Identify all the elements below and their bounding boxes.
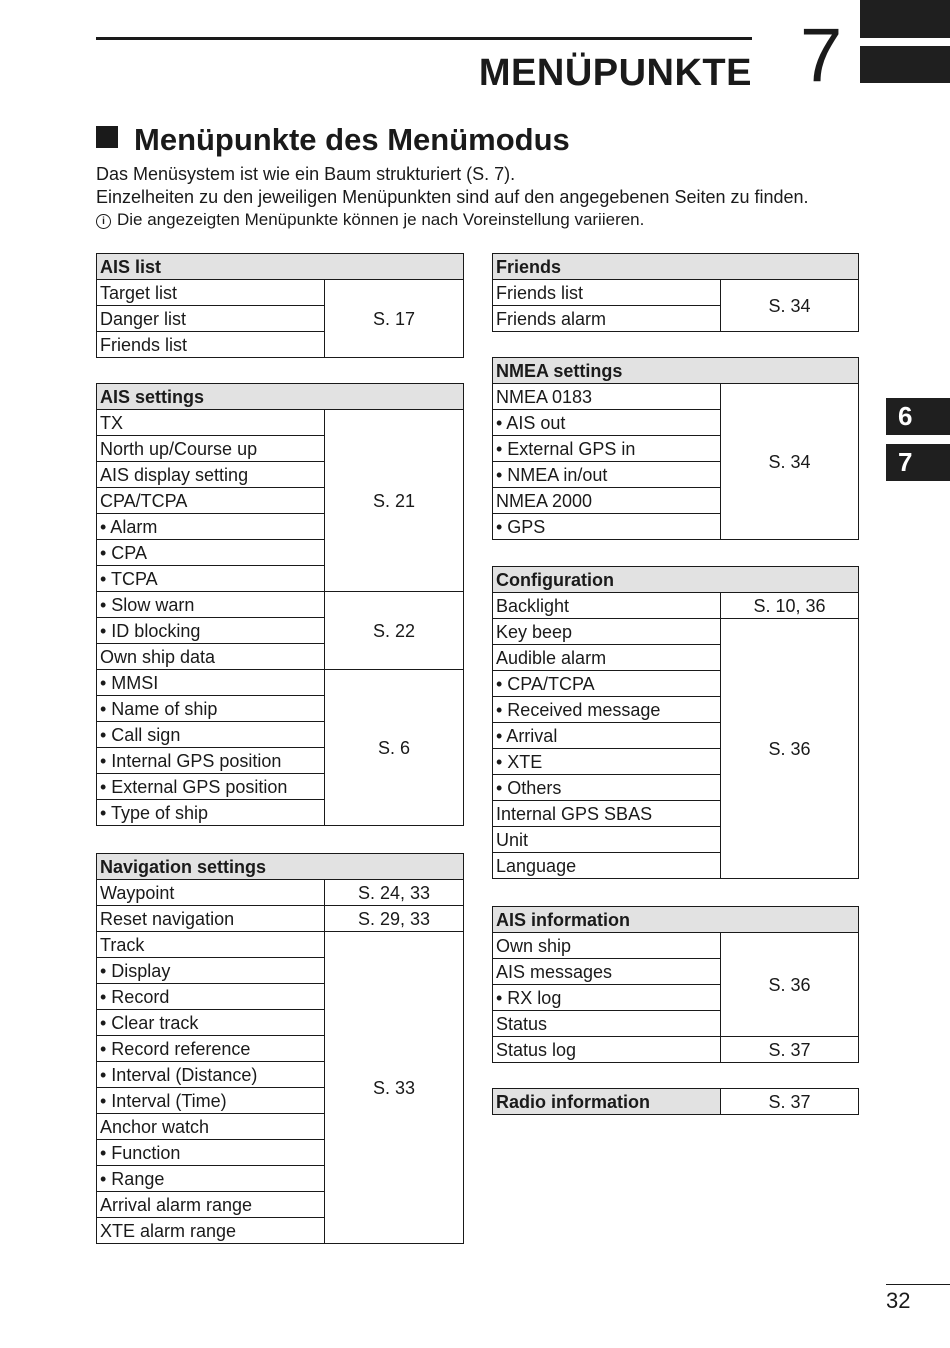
page-reference: S. 6: [325, 670, 464, 826]
menu-item: • GPS: [493, 514, 721, 540]
menu-item: Danger list: [97, 306, 325, 332]
square-bullet-icon: [96, 126, 118, 148]
menu-item: Backlight: [493, 593, 721, 619]
menu-item: Arrival alarm range: [97, 1192, 325, 1218]
menu-item: • Function: [97, 1140, 325, 1166]
menu-item: AIS messages: [493, 959, 721, 985]
section-title: [96, 122, 570, 158]
table-title: Radio information: [493, 1089, 721, 1115]
menu-item: • Record reference: [97, 1036, 325, 1062]
table-title: Navigation settings: [97, 854, 464, 880]
menu-item: Status: [493, 1011, 721, 1037]
menu-item: Internal GPS SBAS: [493, 801, 721, 827]
table-row: [97, 410, 464, 436]
menu-item: Friends list: [493, 280, 721, 306]
note-text: Die angezeigten Menüpunkte können je nach Voreinstellung variieren.: [117, 210, 645, 229]
table-header-row: [493, 358, 859, 384]
table-row: [493, 384, 859, 410]
configuration-table: [492, 566, 859, 879]
menu-item: AIS display setting: [97, 462, 325, 488]
table-header-row: [493, 1089, 859, 1115]
menu-item: • Interval (Distance): [97, 1062, 325, 1088]
table-row: [97, 932, 464, 958]
menu-item: Own ship data: [97, 644, 325, 670]
ais-settings-table: [96, 383, 464, 826]
table-title: AIS settings: [97, 384, 464, 410]
table-row: [493, 619, 859, 645]
header-block-top: [860, 0, 950, 38]
menu-item: Own ship: [493, 933, 721, 959]
page-reference: S. 33: [325, 932, 464, 1244]
menu-item: TX: [97, 410, 325, 436]
menu-item: • MMSI: [97, 670, 325, 696]
table-row: [493, 1037, 859, 1063]
menu-item: Reset navigation: [97, 906, 325, 932]
note-line: [96, 210, 644, 230]
table-header-row: [97, 854, 464, 880]
menu-item: • Received message: [493, 697, 721, 723]
menu-item: Status log: [493, 1037, 721, 1063]
menu-item: • Internal GPS position: [97, 748, 325, 774]
menu-item: • RX log: [493, 985, 721, 1011]
menu-item: Track: [97, 932, 325, 958]
menu-item: Anchor watch: [97, 1114, 325, 1140]
menu-item: Friends list: [97, 332, 325, 358]
menu-item: • XTE: [493, 749, 721, 775]
page-reference: S. 34: [721, 280, 859, 332]
menu-item: • External GPS position: [97, 774, 325, 800]
table-row: [97, 670, 464, 696]
menu-item: • Name of ship: [97, 696, 325, 722]
info-icon: i: [96, 214, 111, 229]
menu-item: NMEA 2000: [493, 488, 721, 514]
page-reference: S. 37: [721, 1089, 859, 1115]
chapter-tab-6[interactable]: 6: [886, 398, 950, 435]
table-row: [97, 592, 464, 618]
menu-item: Target list: [97, 280, 325, 306]
menu-item: Friends alarm: [493, 306, 721, 332]
menu-item: • TCPA: [97, 566, 325, 592]
menu-item: • CPA/TCPA: [493, 671, 721, 697]
menu-item: • ID blocking: [97, 618, 325, 644]
table-row: [97, 280, 464, 306]
menu-item: XTE alarm range: [97, 1218, 325, 1244]
table-title: AIS list: [97, 254, 464, 280]
page-reference: S. 37: [721, 1037, 859, 1063]
menu-item: • Slow warn: [97, 592, 325, 618]
table-header-row: [97, 384, 464, 410]
navigation-settings-table: [96, 853, 464, 1244]
menu-item: • Arrival: [493, 723, 721, 749]
ais-list-table: [96, 253, 464, 358]
page-reference: S. 17: [325, 280, 464, 358]
menu-item: • Others: [493, 775, 721, 801]
chapter-tab-7[interactable]: 7: [886, 444, 950, 481]
table-row: [493, 280, 859, 306]
page-reference: S. 36: [721, 619, 859, 879]
page-reference: S. 21: [325, 410, 464, 592]
table-row: [493, 933, 859, 959]
menu-item: NMEA 0183: [493, 384, 721, 410]
chapter-title: MENÜPUNKTE: [478, 52, 752, 94]
section-title-text: Menüpunkte des Menümodus: [134, 122, 570, 157]
page-number: 32: [886, 1288, 911, 1313]
menu-item: • Clear track: [97, 1010, 325, 1036]
menu-item: • NMEA in/out: [493, 462, 721, 488]
menu-item: Waypoint: [97, 880, 325, 906]
menu-item: CPA/TCPA: [97, 488, 325, 514]
menu-item: Audible alarm: [493, 645, 721, 671]
menu-item: • Call sign: [97, 722, 325, 748]
nmea-settings-table: [492, 357, 859, 540]
menu-item: • Alarm: [97, 514, 325, 540]
page-reference: S. 22: [325, 592, 464, 670]
menu-item: • AIS out: [493, 410, 721, 436]
menu-item: Language: [493, 853, 721, 879]
menu-item: North up/Course up: [97, 436, 325, 462]
table-title: NMEA settings: [493, 358, 859, 384]
page-reference: S. 29, 33: [325, 906, 464, 932]
menu-item: • CPA: [97, 540, 325, 566]
menu-item: • External GPS in: [493, 436, 721, 462]
radio-information-table: [492, 1088, 859, 1115]
ais-information-table: [492, 906, 859, 1063]
page-reference: S. 34: [721, 384, 859, 540]
intro-line-2: Einzelheiten zu den jeweiligen Menüpunkten sind auf den angegebenen Seiten zu finden.: [96, 187, 809, 207]
chapter-number: 7: [800, 13, 843, 98]
page-reference: S. 24, 33: [325, 880, 464, 906]
table-title: Configuration: [493, 567, 859, 593]
table-title: Friends: [493, 254, 859, 280]
page-reference: S. 36: [721, 933, 859, 1037]
menu-item: • Record: [97, 984, 325, 1010]
menu-item: • Display: [97, 958, 325, 984]
intro-line-1: Das Menüsystem ist wie ein Baum strukturiert (S. 7).: [96, 164, 516, 184]
header-rule: [96, 37, 752, 40]
table-row: [97, 880, 464, 906]
table-header-row: [493, 254, 859, 280]
table-row: [493, 593, 859, 619]
menu-item: Key beep: [493, 619, 721, 645]
table-row: [97, 906, 464, 932]
friends-table: [492, 253, 859, 332]
header-block-bottom: [860, 46, 950, 83]
page-reference: S. 10, 36: [721, 593, 859, 619]
table-header-row: [97, 254, 464, 280]
menu-item: • Type of ship: [97, 800, 325, 826]
table-header-row: [493, 567, 859, 593]
table-title: AIS information: [493, 907, 859, 933]
menu-item: Unit: [493, 827, 721, 853]
footer-rule: [886, 1284, 950, 1285]
menu-item: • Range: [97, 1166, 325, 1192]
menu-item: • Interval (Time): [97, 1088, 325, 1114]
table-header-row: [493, 907, 859, 933]
